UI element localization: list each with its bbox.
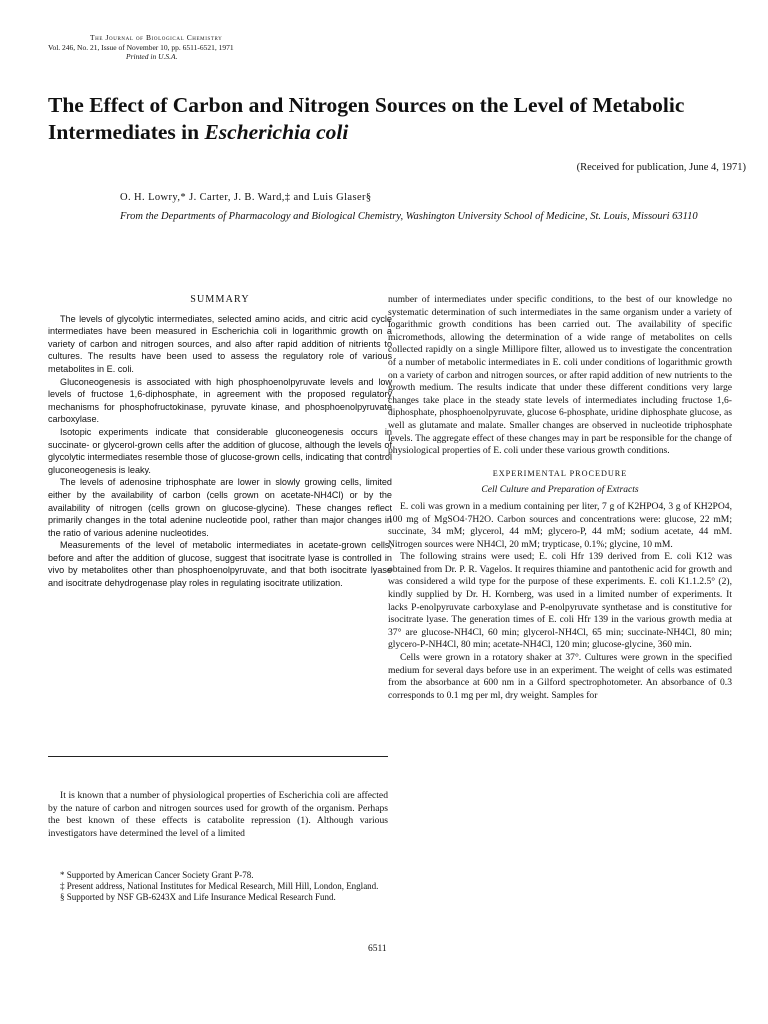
- printed-note: Printed in U.S.A.: [126, 52, 178, 61]
- page-number: 6511: [368, 944, 387, 954]
- footnotes: [48, 870, 388, 903]
- title-italic: Escherichia coli: [204, 120, 349, 144]
- volume-info: Vol. 246, No. 21, Issue of November 10, pp. 6511-6521, 1971: [48, 42, 234, 52]
- summary-paragraph: The levels of adenosine triphosphate are lower in slowly growing cells, limited either by the availability of carbon (cells grown on acetate-NH4Cl) or by the availability of nitrogen (cells grown on glucose-glycine). These changes reflect primarily changes in the total adenine nucleotide pool, rather than major changes in the ratio of various adenine nucleotides.: [48, 477, 392, 538]
- introduction-paragraph: It is known that a number of physiological properties of Escherichia coli are affected by the nature of carbon and nitrogen sources used for growth of the organism. Perhaps the best known of these effects is catabolite repression (1). Although various investigators have determined the level of a limited: [48, 790, 388, 839]
- summary-paragraph: The levels of glycolytic intermediates, selected amino acids, and citric acid cycle intermediates have been measured in Escherichia coli in logarithmic growth on a variety of carbon and nitrogen sources, and also after rapid addition of nitrients to cultures. The results have been used to assess the regulatory role of various metabolites in E. coli.: [48, 313, 392, 374]
- received-date: (Received for publication, June 4, 1971): [576, 162, 746, 173]
- right-column: [388, 294, 732, 702]
- title-main: The Effect of Carbon and Nitrogen Sources on the Level of Metabolic Intermediates in: [48, 93, 685, 144]
- article-title: [48, 92, 738, 146]
- footnote: * Supported by American Cancer Society Grant P-78.: [60, 870, 254, 880]
- summary-heading: SUMMARY: [190, 294, 250, 305]
- section-divider: [48, 756, 388, 757]
- journal-header: [48, 33, 234, 62]
- section-heading: EXPERIMENTAL PROCEDURE: [492, 468, 628, 478]
- body-paragraph: The following strains were used; E. coli Hfr 139 derived from E. coli K12 was obtained from Dr. P. R. Vagelos. It requires thiamine and pantothenic acid for growth and was considered a wild type for the purpose of these experiments. E. coli K1.1.2.5° (2), kindly supplied by Dr. H. Kornberg, was used in a limited number of experiments. It lacks P-enolpyruvate carboxylase and P-enolpyruvate synthetase and is constitutive for isocitrate lyase. The generation times of E. coli Hfr 139 in the various growth media at 37° are glucose-NH4Cl, 60 min; glycerol-NH4Cl, 65 min; succinate-NH4Cl, 80 min; glycero-P-NH4Cl, 80 min; acetate-NH4Cl, 120 min; glucose-glycine, 360 min.: [388, 551, 732, 651]
- footnote: ‡ Present address, National Institutes for Medical Research, Mill Hill, London, England.: [60, 881, 379, 891]
- body-paragraph: E. coli was grown in a medium containing per liter, 7 g of K2HPO4, 3 g of KH2PO4, 100 mg of MgSO4·7H2O. Carbon sources and concentrations were: glucose, 22 mM; succinate, 34 mM; glycerol, 44 mM; glycero-P, 44 mM; sodium acetate, 44 mM. Nitrogen sources were NH4Cl, 20 mM; trypticase, 0.1%; glycine, 10 mM.: [388, 500, 732, 550]
- summary-paragraph: Isotopic experiments indicate that considerable gluconeogenesis occurs in succinate- or glycerol-grown cells after the addition of glucose, although the levels of glycolytic intermediates resemble those of glucose-grown cells, indicating that control gluconeogenesis is leaky.: [48, 426, 392, 475]
- journal-name: The Journal of Biological Chemistry: [90, 33, 223, 42]
- summary-paragraph: Measurements of the level of metabolic intermediates in acetate-grown cells, before and after the addition of glucose, suggest that isocitrate lyase is controlled in vivo by metabolites other than phosphoenolpyruvate, and that both isocitrate lyase and isocitrate dehydrogenase play roles in regulating isocitrate utilization.: [48, 540, 392, 589]
- summary-section: [48, 294, 392, 590]
- footnote: § Supported by NSF GB-6243X and Life Insurance Medical Research Fund.: [60, 892, 336, 902]
- body-paragraph: number of intermediates under specific conditions, to the best of our knowledge no systematic determination of such intermediates in the same organism under a variety of logarithmic growth conditions has been carried out. The availability of specific micromethods, allowing the determination of a wide range of metabolites on cells collected rapidly on a single Millipore filter, allowed us to investigate the concentration of a number of metabolic intermediates in E. coli under conditions of logarithmic growth on a variety of carbon and nitrogen sources, or after rapid addition of new nutrients to the growth medium. The results indicate that under these different conditions very large changes take place in the steady state levels of intermediates including fructose 1,6-diphosphate, phosphoenolpyruvate, glucose 6-phosphate, uridine diphosphate glucose, as well as glutamate and malate. Smaller changes are observed in nucleotide triphosphate levels. The aggregate effect of these changes may in part be responsible for the change of physiological properties of E. coli under these various growth conditions.: [388, 294, 732, 457]
- subsection-heading: Cell Culture and Preparation of Extracts: [481, 484, 639, 496]
- summary-paragraph: Gluconeogenesis is associated with high phosphoenolpyruvate levels and low levels of fructose 1,6-diphosphate, in agreement with the proposed regulatory mechanisms for phosphofructokinase, pyruvate kinase, and phosphoenolpyruvate carboxylase.: [48, 376, 392, 425]
- body-paragraph: Cells were grown in a rotatory shaker at 37°. Cultures were grown in the specified medium for several days before use in an experiment. The weight of cells was estimated from the absorbance at 600 nm in a Gilford spectrophotometer. An absorbance of 0.3 corresponds to 0.1 mg per ml, dry weight. Samples for: [388, 652, 732, 701]
- author-list: O. H. Lowry,* J. Carter, J. B. Ward,‡ and Luis Glaser§: [120, 192, 372, 203]
- affiliation: From the Departments of Pharmacology and Biological Chemistry, Washington University School of Medicine, St. Louis, Missouri 63110: [120, 211, 698, 222]
